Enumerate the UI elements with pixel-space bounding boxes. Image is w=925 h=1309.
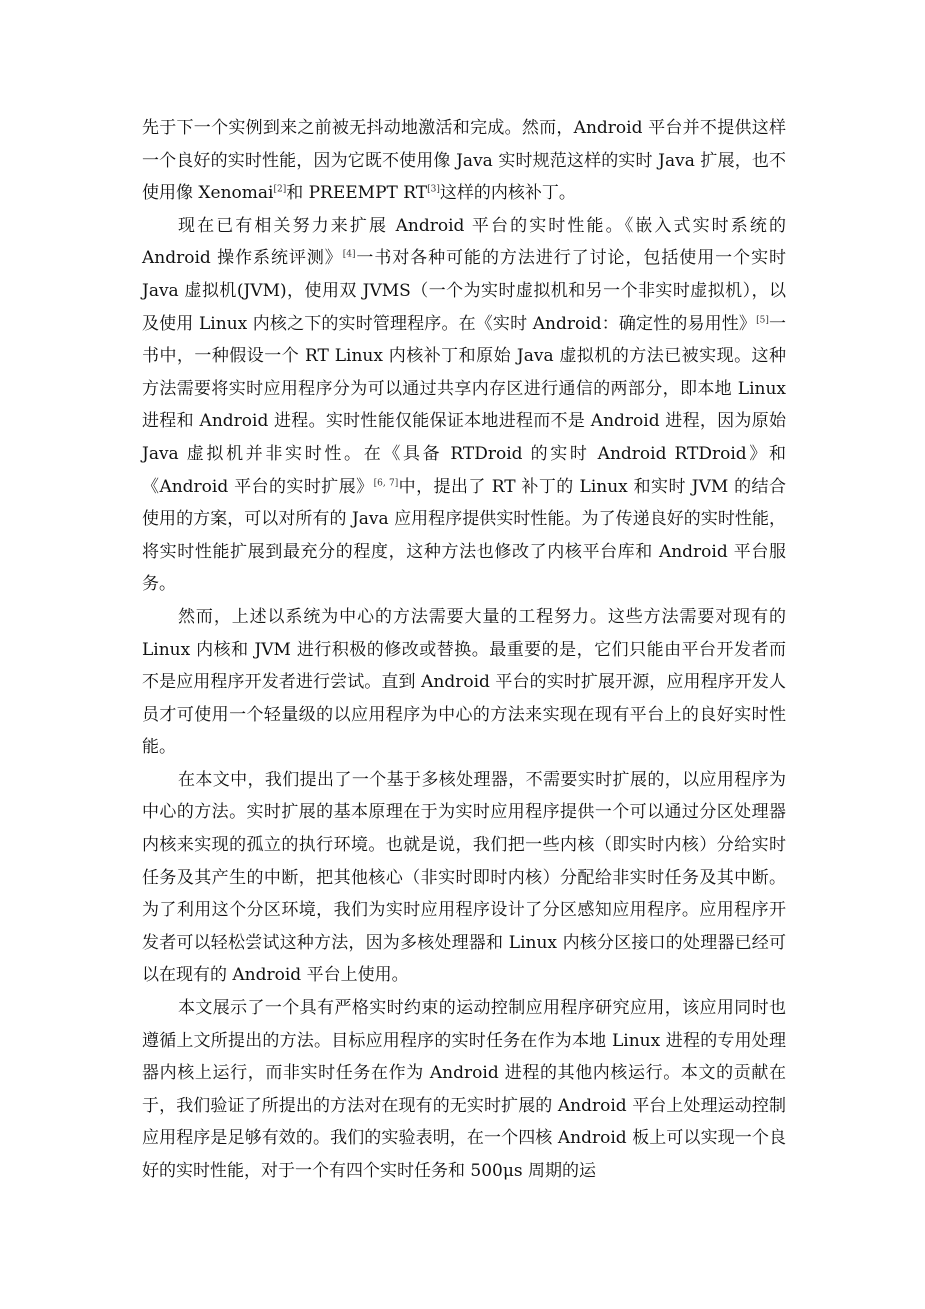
text-run: 然而，上述以系统为中心的方法需要大量的工程努力。这些方法需要对现有的 Linux 内核和 JVM 进行积极的修改或替换。最重要的是，它们只能由平台开发者而不是应用程序开发者进行尝试。直到 Android 平台的实时扩展开源，应用程序开发人员才可使用一个轻量级的以应用程序为中心的方法来实现在现有平台上的良好实时性能。 [142, 606, 786, 758]
text-run: 一书中，一种假设一个 RT Linux 内核补丁和原始 Java 虚拟机的方法已被实现。这种方法需要将实时应用程序分为可以通过共享内存区进行通信的两部分，即本地 Linux 进程和 Android 进程。实时性能仅能保证本地进程而不是 Android 进程，因为原始 Java 虚拟机并非实时性。在《具备 RTDroid 的实时 Android RTDroid》和《Android 平台的实时扩展》 [142, 313, 786, 497]
text-run: 这样的内核补丁。 [439, 183, 576, 204]
text-run: 本文展示了一个具有严格实时约束的运动控制应用程序研究应用，该应用同时也遵循上文所提出的方法。目标应用程序的实时任务在作为本地 Linux 进程的专用处理器内核上运行，而非实时任务在作为 Android 进程的其他内核运行。本文的贡献在于，我们验证了所提出的方法对在现有的无实时扩展的 Android 平台上处理运动控制应用程序是足够有效的。我们的实验表明，在一个四核 Android 板上可以实现一个良好的实时性能，对于一个有四个实时任务和 500μs 周期的运 [142, 998, 786, 1181]
citation-4: [4] [342, 249, 356, 260]
paragraph-1 [142, 112, 786, 210]
paragraph-5 [142, 992, 786, 1188]
document-body [142, 112, 786, 1188]
text-run: 和 PREEMPT RT [286, 183, 428, 204]
citation-5: [5] [756, 314, 769, 325]
text-run: 在本文中，我们提出了一个基于多核处理器，不需要实时扩展的，以应用程序为中心的方法。实时扩展的基本原理在于为实时应用程序提供一个可以通过分区处理器内核来实现的孤立的执行环境。也就是说，我们把一些内核（即实时内核）分给实时任务及其产生的中断，把其他核心（非实时即时内核）分配给非实时任务及其中断。为了利用这个分区环境，我们为实时应用程序设计了分区感知应用程序。应用程序开发者可以轻松尝试这种方法，因为多核处理器和 Linux 内核分区接口的处理器已经可以在现有的 Android 平台上使用。 [142, 769, 786, 986]
text-run: 现在已有相关努力来扩展 Android 平台的实时性能。《嵌入式实时系统的 Android 操作系统评测》 [142, 215, 786, 269]
text-run: 一书对各种可能的方法进行了讨论，包括使用一个实时 Java 虚拟机(JVM)，使用双 JVMS（一个为实时虚拟机和另一个非实时虚拟机），以及使用 Linux 内核之下的实时管理程序。在《实时 Android：确定性的易用性》 [142, 248, 787, 334]
text-run: 中，提出了 RT 补丁的 Linux 和实时 JVM 的结合使用的方案，可以对所有的 Java 应用程序提供实时性能。为了传递良好的实时性能，将实时性能扩展到最充分的程度，这种方法也修改了内核平台库和 Android 平台服务。 [142, 476, 786, 595]
text-run: 先于下一个实例到来之前被无抖动地激活和完成。然而，Android 平台并不提供这样一个良好的实时性能，因为它既不使用像 Java 实时规范这样的实时 Java 扩展，也不使用像 Xenomai [142, 118, 786, 204]
paragraph-2 [142, 210, 786, 601]
citation-2: [2] [273, 184, 287, 195]
paragraph-3 [142, 601, 786, 764]
paragraph-4 [142, 764, 786, 992]
citation-6-7: [6, 7] [373, 477, 399, 488]
citation-3: [3] [427, 184, 440, 195]
